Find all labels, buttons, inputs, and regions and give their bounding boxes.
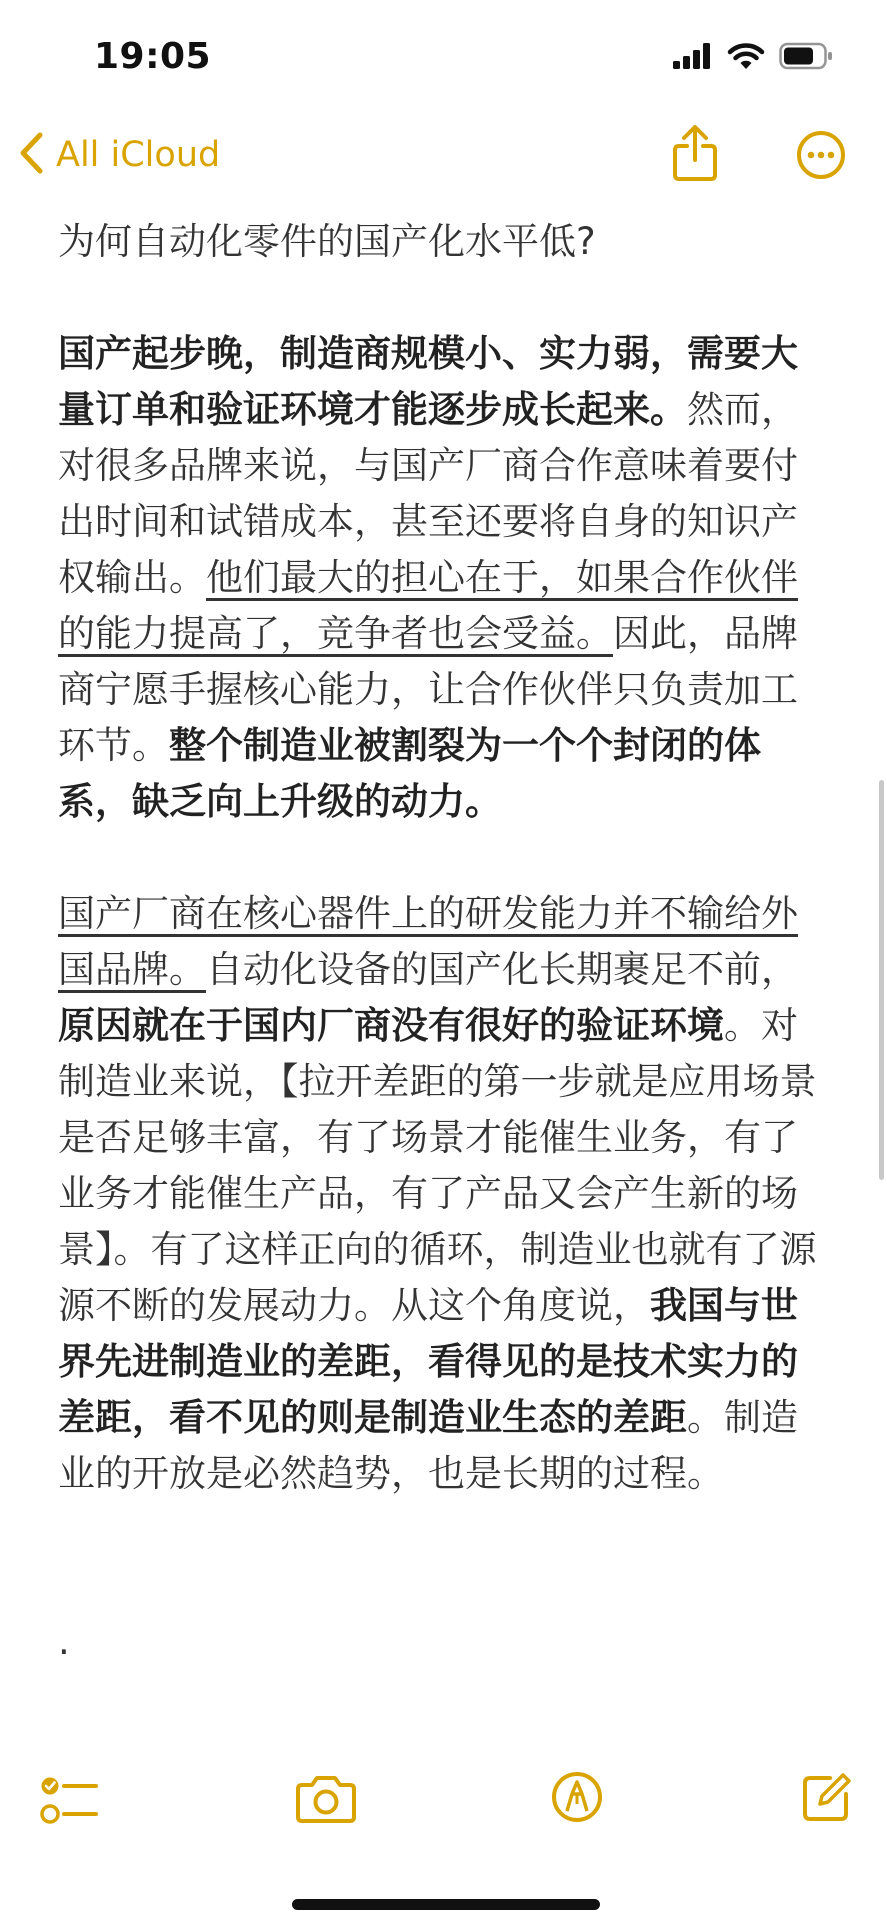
camera-icon (295, 1809, 357, 1828)
compose-button[interactable] (800, 1770, 854, 1828)
note-paragraph-1 (58, 326, 828, 830)
more-button[interactable] (796, 130, 846, 184)
note-bold-text: 原因就在于国内厂商没有很好的验证环境 (58, 1004, 724, 1047)
share-button[interactable] (672, 124, 718, 186)
checklist-button[interactable] (40, 1774, 98, 1832)
note-trailing-text: . (58, 1620, 70, 1663)
note-text: 因此，品牌商宁愿手握核心能力，让合作伙伴只负责加工环节。 (58, 612, 798, 767)
note-bold-text: 国产起步晚，制造商规模小、实力弱，需要大量订单和验证环境才能逐步成长起来。 (58, 332, 798, 431)
camera-button[interactable] (295, 1774, 357, 1828)
battery-icon (779, 42, 833, 74)
back-button-label: All iCloud (56, 135, 221, 175)
back-button[interactable] (18, 132, 220, 178)
cellular-signal-icon (673, 43, 713, 73)
note-underlined-text: 他们最大的担心在于，如果合作伙伴的能力提高了，竞争者也会受益。 (58, 556, 798, 655)
note-bold-text: 整个制造业被割裂为一个个封闭的体系，缺乏向上升级的动力。 (58, 724, 761, 823)
note-text: 。对制造业来说，【拉开差距的第一步就是应用场景是否足够丰富，有了场景才能催生业务，有了业务才能催生产品，有了产品又会产生新的场景】。有了这样正向的循环，制造业也就有了源源不断的发展动力。从这个角度说， (58, 1004, 817, 1327)
chevron-left-icon (18, 132, 44, 178)
scroll-indicator[interactable] (879, 780, 884, 1180)
more-icon (796, 165, 846, 184)
note-text: 。制造业的开放是必然趋势，也是长期的过程。 (58, 1396, 798, 1495)
status-time: 19:05 (94, 36, 212, 77)
note-text: 自动化设备的国产化长期裹足不前， (206, 948, 798, 991)
note-text: 然而，对很多品牌来说，与国产厂商合作意味着要付出时间和试错成本，甚至还要将自身的知识产权输出。 (58, 388, 798, 599)
note-body[interactable] (58, 214, 828, 1670)
note-bold-text: 我国与世界先进制造业的差距，看得见的是技术实力的差距，看不见的则是制造业生态的差距 (58, 1284, 798, 1439)
status-icons (673, 42, 833, 74)
note-paragraph-2 (58, 886, 828, 1502)
note-title: 为何自动化零件的国产化水平低? (58, 220, 596, 263)
home-indicator[interactable] (292, 1899, 600, 1910)
share-icon (672, 167, 718, 186)
checklist-icon (40, 1813, 98, 1832)
wifi-icon (727, 42, 765, 74)
markup-icon (550, 1809, 604, 1828)
compose-icon (800, 1809, 854, 1828)
markup-button[interactable] (550, 1770, 604, 1828)
note-underlined-text: 国产厂商在核心器件上的研发能力并不输给外国品牌。 (58, 892, 798, 991)
